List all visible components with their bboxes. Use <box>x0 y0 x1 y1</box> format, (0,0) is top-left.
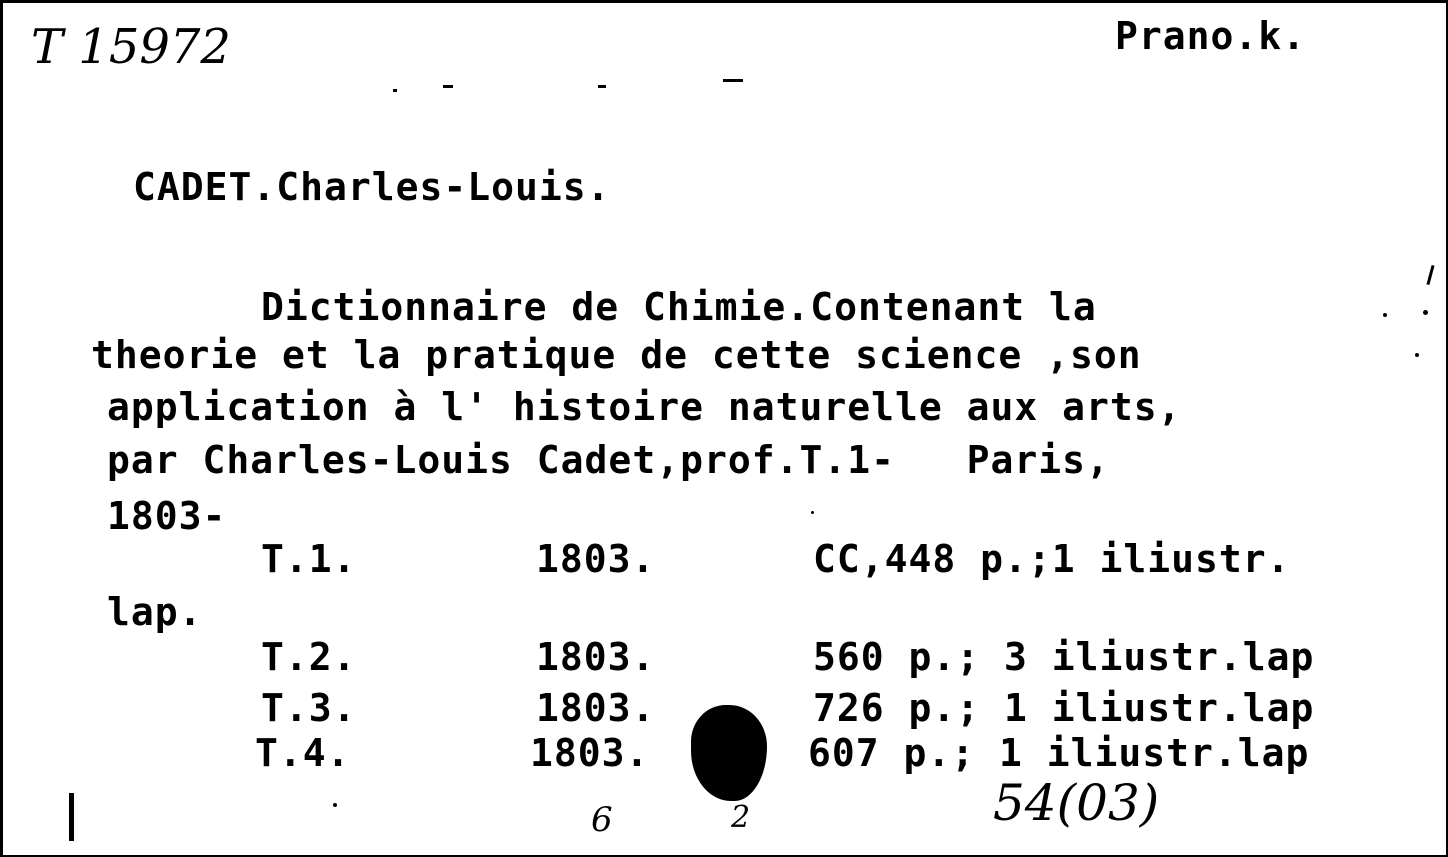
volume-1-description: CC,448 p.;1 iliustr. <box>813 537 1291 581</box>
speck <box>811 511 814 514</box>
speck <box>1423 310 1428 315</box>
location-code: Prano.k. <box>1115 14 1307 58</box>
speck <box>1383 313 1387 317</box>
dash-mark <box>443 85 453 88</box>
volume-1-continuation: lap. <box>107 590 203 634</box>
volume-2-number: T.2. <box>261 635 357 679</box>
shelfmark: T 15972 <box>31 19 231 75</box>
right-margin-mark <box>1426 265 1434 285</box>
volume-4-description: 607 p.; 1 iliustr.lap <box>808 731 1310 775</box>
dash-mark <box>723 79 743 82</box>
dash-mark <box>598 85 606 88</box>
classification-number: 54(03) <box>993 774 1160 832</box>
volume-1-number: T.1. <box>261 537 357 581</box>
author-heading: CADET.Charles-Louis. <box>133 165 611 209</box>
volume-1-year: 1803. <box>536 537 656 581</box>
volume-2-description: 560 p.; 3 iliustr.lap <box>813 635 1315 679</box>
ink-blot <box>691 705 767 801</box>
title-line-1: Dictionnaire de Chimie.Contenant la <box>261 285 1097 329</box>
speck <box>333 803 337 807</box>
bottom-pencil-mark-left: 6 <box>591 800 613 840</box>
title-line-2: theorie et la pratique de cette science ,son <box>91 333 1142 377</box>
dash-mark <box>393 89 397 92</box>
title-line-3: application à l' histoire naturelle aux arts, <box>107 385 1182 429</box>
left-edge-mark <box>69 793 74 841</box>
volume-2-year: 1803. <box>536 635 656 679</box>
title-line-4: par Charles-Louis Cadet,prof.T.1- Paris, <box>107 438 1110 482</box>
volume-3-number: T.3. <box>261 686 357 730</box>
bottom-pencil-mark-right: 2 <box>731 800 751 835</box>
volume-3-year: 1803. <box>536 686 656 730</box>
title-line-5: 1803- <box>107 494 227 538</box>
speck <box>1415 353 1419 357</box>
volume-4-year: 1803. <box>530 731 650 775</box>
volume-3-description: 726 p.; 1 iliustr.lap <box>813 686 1315 730</box>
volume-4-number: T.4. <box>255 731 351 775</box>
